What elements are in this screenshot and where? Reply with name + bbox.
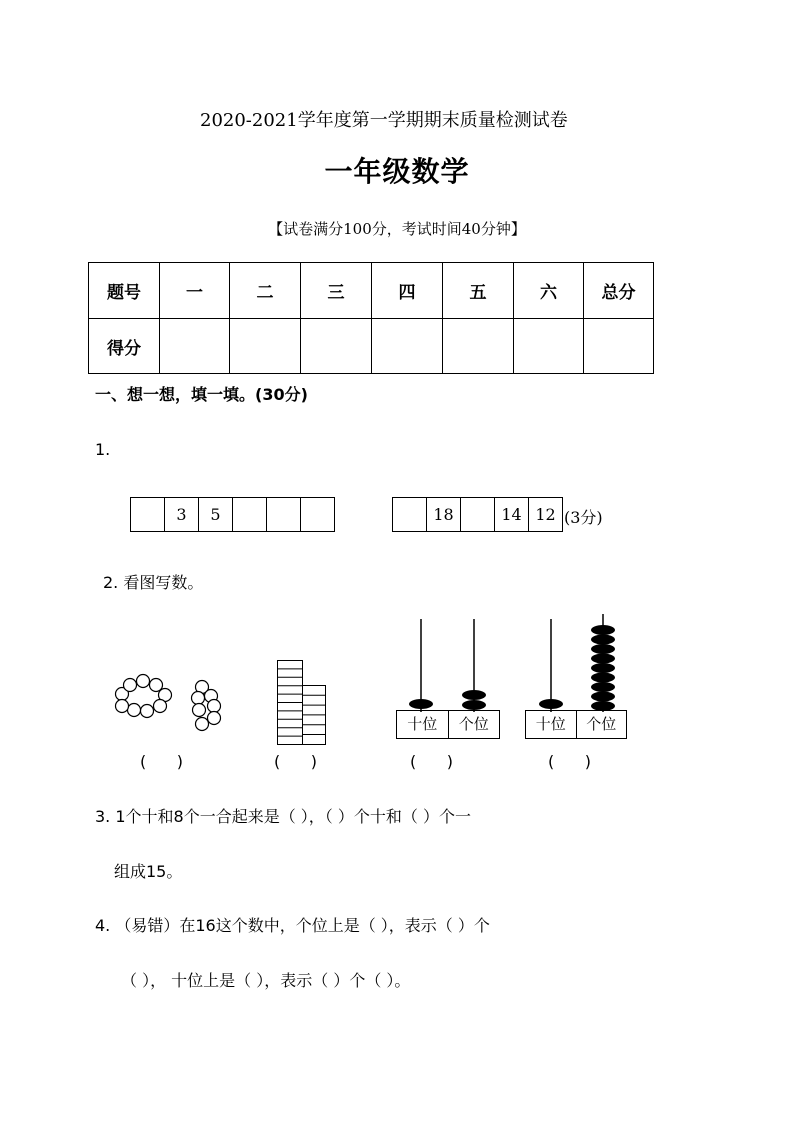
abacus-1-place-labels: [396, 710, 500, 739]
subject-title: 一年级数学: [324, 155, 470, 188]
question-3-line-2: 组成15。: [114, 862, 183, 881]
score-input-cell[interactable]: [372, 319, 443, 374]
bead: [591, 644, 615, 654]
score-header-cell: 二: [230, 263, 301, 319]
section-1-title: 一、想一想，填一填。(30分): [95, 385, 308, 404]
score-table: [88, 262, 654, 374]
sequence-cell[interactable]: [267, 498, 301, 532]
question-1-number: 1.: [95, 440, 111, 459]
sequence-cell[interactable]: [233, 498, 267, 532]
sequence-cell[interactable]: [461, 498, 495, 532]
abacus-1-rods: [394, 617, 496, 712]
ones-place-label: 个位: [458, 715, 489, 733]
score-input-cell[interactable]: [584, 319, 654, 374]
sequence-cell[interactable]: [301, 498, 335, 532]
score-table-header-row: [89, 263, 654, 319]
answer-blank-2[interactable]: ( ): [274, 752, 317, 771]
sequence-b: [392, 497, 563, 532]
score-header-cell: 六: [514, 263, 584, 319]
question-3-line-1: 3. 1个十和8个一合起来是（ ），（ ）个十和（ ）个一: [95, 807, 471, 826]
answer-blank-4[interactable]: ( ): [548, 752, 591, 771]
bead: [591, 692, 615, 702]
exam-title: 2020-2021学年度第一学期期末质量检测试卷: [200, 110, 568, 131]
circles-picture: [110, 672, 230, 742]
score-header-cell: 总分: [584, 263, 654, 319]
sequence-cell: 3: [165, 498, 199, 532]
bead: [591, 682, 615, 692]
sequence-cell: 5: [199, 498, 233, 532]
question-1-points: (3分): [564, 508, 603, 527]
bead: [591, 663, 615, 673]
ones-place-label: 个位: [586, 715, 617, 733]
bead: [462, 690, 486, 700]
tens-place-label: 十位: [526, 711, 577, 738]
abacus-2-rods: [524, 612, 626, 712]
exam-note: 【试卷满分100分，考试时间40分钟】: [268, 220, 526, 238]
bead: [591, 635, 615, 645]
sequence-cell: 14: [495, 498, 529, 532]
sequence-cell[interactable]: [393, 498, 427, 532]
abacus-2-place-labels: [525, 710, 627, 739]
score-input-cell[interactable]: [443, 319, 514, 374]
bead: [409, 699, 433, 709]
bead: [539, 699, 563, 709]
score-input-cell[interactable]: [301, 319, 372, 374]
question-4-line-2: （ ）， 十位上是（ ），表示（ ）个（ ）。: [121, 971, 411, 990]
sequence-cell[interactable]: [131, 498, 165, 532]
score-row-label: 得分: [89, 319, 160, 374]
bead: [591, 625, 615, 635]
sequence-cell: 18: [427, 498, 461, 532]
score-header-cell: 题号: [89, 263, 160, 319]
score-table-score-row: [89, 319, 654, 374]
question-2-prompt: 2. 看图写数。: [103, 573, 204, 592]
answer-blank-1[interactable]: ( ): [140, 752, 183, 771]
answer-blank-3[interactable]: ( ): [410, 752, 453, 771]
bead: [591, 654, 615, 664]
score-input-cell[interactable]: [514, 319, 584, 374]
score-header-cell: 五: [443, 263, 514, 319]
sequence-a: [130, 497, 335, 532]
question-4-line-1: 4. （易错）在16这个数中，个位上是（ ），表示（ ）个: [95, 916, 490, 935]
tens-place-label: 十位: [397, 711, 449, 738]
score-header-cell: 一: [160, 263, 230, 319]
score-header-cell: 四: [372, 263, 443, 319]
ten-stick-picture: [274, 658, 330, 748]
score-header-cell: 三: [301, 263, 372, 319]
sequence-cell: 12: [529, 498, 563, 532]
score-input-cell[interactable]: [160, 319, 230, 374]
bead: [462, 700, 486, 710]
bead: [591, 673, 615, 683]
score-input-cell[interactable]: [230, 319, 301, 374]
